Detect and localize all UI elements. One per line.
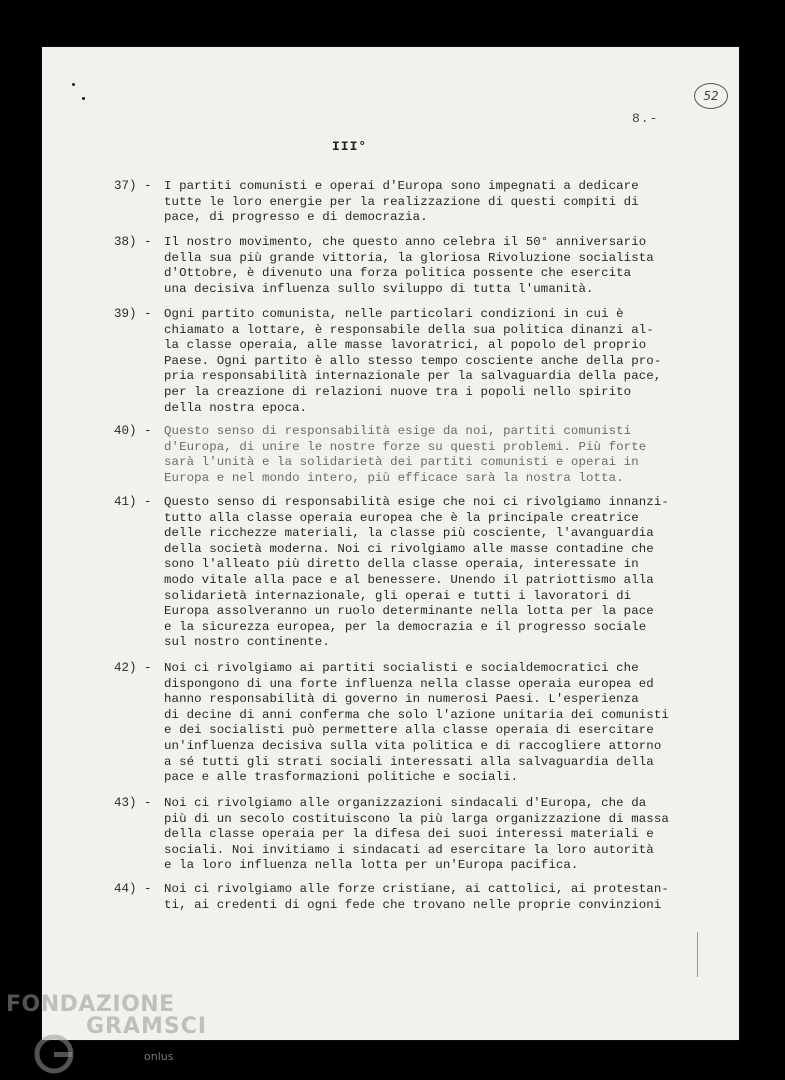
text-line: della nostra epoca.: [164, 400, 308, 415]
paragraph-number: 39) -: [114, 307, 152, 321]
text-line: d'Ottobre, è divenuto una forza politica possente che esercita: [164, 266, 632, 281]
watermark-line-1: FONDAZIONE: [6, 992, 175, 1017]
text-line: Ogni partito comunista, nelle particolari condizioni in cui è: [164, 307, 624, 321]
text-line: sul nostro continente.: [164, 635, 330, 650]
text-line: pace, di progresso e di democrazia.: [164, 210, 428, 225]
text-line: chiamato a lottare, è responsabile della sua politica dinanzi al-: [164, 322, 654, 337]
paper-speck: [82, 97, 85, 100]
text-line: Questo senso di responsabilità esige da noi, partiti comunisti: [164, 424, 632, 438]
text-line: a sé tutti gli strati sociali interessati alla salvaguardia della: [164, 754, 654, 769]
text-line: e dei socialisti può permettere alla classe operaia di esercitare: [164, 723, 654, 738]
paragraph-number: 42) -: [114, 661, 152, 675]
text-line: della società moderna. Noi ci rivolgiamo alle masse contadine che: [164, 541, 654, 556]
text-line: Il nostro movimento, che questo anno celebra il 50° anniversario: [164, 235, 647, 249]
text-line: e la sicurezza europea, per la democrazia e il progresso sociale: [164, 619, 647, 634]
text-line: Noi ci rivolgiamo alle organizzazioni sindacali d'Europa, che da: [164, 796, 647, 810]
text-line: I partiti comunisti e operai d'Europa sono impegnati a dedicare: [164, 179, 639, 193]
gramsci-logo-icon: [30, 1030, 78, 1078]
text-line: delle ricchezze materiali, la classe più cosciente, l'avanguardia: [164, 526, 654, 541]
text-line: della classe operaia per la difesa dei suoi interessi materiali e: [164, 827, 654, 842]
text-line: dispongono di una forte influenza nella classe operaia europea ed: [164, 676, 654, 691]
text-line: Noi ci rivolgiamo ai partiti socialisti e socialdemocratici che: [164, 661, 639, 675]
text-line: più di un secolo costituiscono la più larga organizzazione di massa: [164, 811, 669, 826]
text-line: hanno responsabilità di governo in numerosi Paesi. L'esperienza: [164, 692, 639, 707]
paragraph-number: 40) -: [114, 424, 152, 438]
paragraph-number: 38) -: [114, 235, 152, 249]
text-line: solidarietà internazionale, gli operai e tutti i lavoratori di: [164, 588, 632, 603]
paragraph-number: 41) -: [114, 495, 152, 509]
text-line: per la creazione di relazioni nuove tra i popoli nello spirito: [164, 384, 632, 399]
text-line: un'influenza decisiva sulla vita politica e di raccogliere attorno: [164, 738, 662, 753]
text-line: sarà l'unità e la solidarietà dei partiti comunisti e operai in: [164, 455, 639, 470]
text-line: Europa assolveranno un ruolo determinante nella lotta per la pace: [164, 604, 654, 619]
text-line: pria responsabilità internazionale per la salvaguardia della pace,: [164, 369, 662, 384]
section-heading: III°: [332, 139, 368, 154]
watermark-line-3: onlus: [144, 1050, 174, 1063]
paragraph-number: 37) -: [114, 179, 152, 193]
document-page: [42, 47, 739, 1040]
text-line: ti, ai credenti di ogni fede che trovano nelle proprie convinzioni: [164, 897, 662, 912]
text-line: Noi ci rivolgiamo alle forze cristiane, ai cattolici, ai protestan-: [164, 882, 669, 896]
text-line: della sua più grande vittoria, la gloriosa Rivoluzione socialista: [164, 250, 654, 265]
text-line: Questo senso di responsabilità esige che noi ci rivolgiamo innanzi-: [164, 495, 669, 509]
paragraph-number: 44) -: [114, 882, 152, 896]
text-line: una decisiva influenza sullo sviluppo di tutta l'umanità.: [164, 281, 594, 296]
archive-watermark: [6, 992, 208, 1072]
paragraph-number: 43) -: [114, 796, 152, 810]
text-line: di decine di anni conferma che solo l'azione unitaria dei comunisti: [164, 707, 669, 722]
text-line: e la loro influenza nella lotta per un'Europa pacifica.: [164, 858, 579, 873]
text-line: Europa e nel mondo intero, più efficace sarà la nostra lotta.: [164, 470, 624, 485]
text-line: pace e alle trasformazioni politiche e sociali.: [164, 770, 519, 785]
text-line: d'Europa, di unire le nostre forze su questi problemi. Più forte: [164, 439, 647, 454]
text-line: modo vitale alla pace e al benessere. Unendo il patriottismo alla: [164, 572, 654, 587]
text-line: la classe operaia, alle masse lavoratrici, al popolo del proprio: [164, 338, 647, 353]
text-line: Paese. Ogni partito è allo stesso tempo cosciente anche della pro-: [164, 353, 662, 368]
watermark-line-2: GRAMSCI: [86, 1014, 208, 1039]
text-line: tutte le loro energie per la realizzazione di questi compiti di: [164, 194, 639, 209]
text-line: tutto alla classe operaia europea che è la principale creatrice: [164, 510, 639, 525]
text-line: sono l'alleato più diretto della classe operaia, interessate in: [164, 557, 639, 572]
paper-speck: [72, 83, 75, 86]
margin-mark: [697, 932, 698, 977]
archive-stamp: 52: [694, 83, 728, 109]
text-line: sociali. Noi invitiamo i sindacati ad esercitare la loro autorità: [164, 842, 654, 857]
page-number: 8.-: [632, 111, 659, 126]
